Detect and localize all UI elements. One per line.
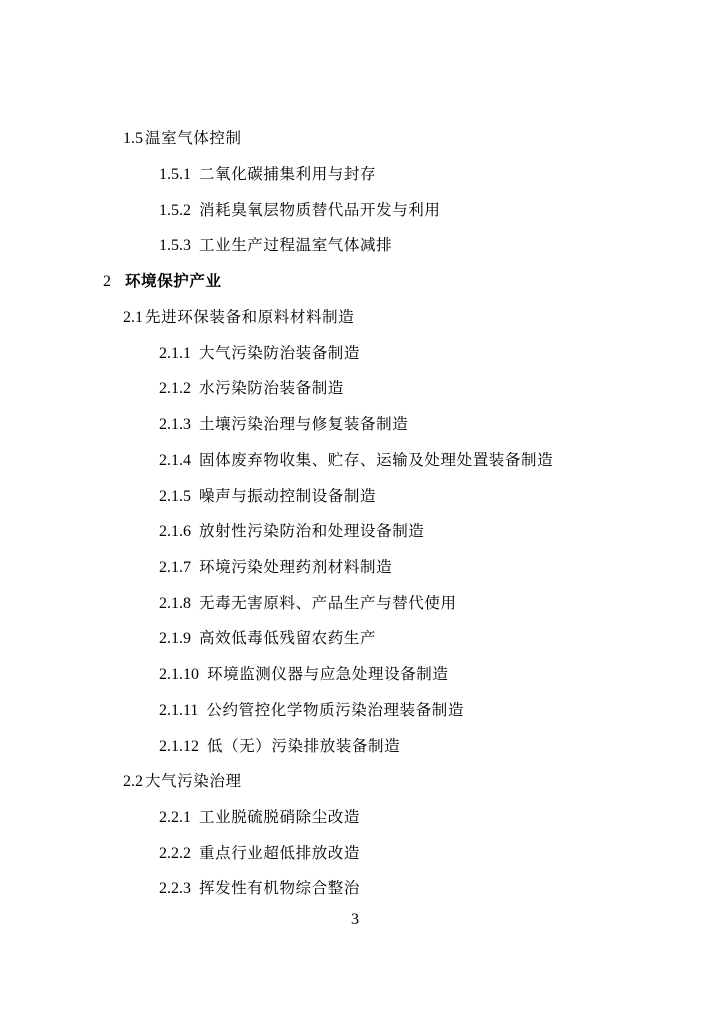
section-title: 固体废弃物收集、贮存、运输及处理处置装备制造 bbox=[199, 451, 554, 469]
toc-entry-2-1-5 bbox=[159, 486, 376, 507]
section-number: 2.1.9 bbox=[159, 630, 191, 647]
page-number: 3 bbox=[351, 911, 359, 928]
section-number: 2.1.11 bbox=[159, 702, 199, 719]
toc-entry-2-1-4 bbox=[159, 450, 553, 471]
section-title: 二氧化碳捕集利用与封存 bbox=[199, 165, 377, 183]
toc-entry-2-1-1 bbox=[159, 343, 360, 364]
toc-entry-2-1-11 bbox=[159, 700, 464, 721]
section-number: 1.5.3 bbox=[159, 237, 191, 254]
section-title: 挥发性有机物综合整治 bbox=[199, 879, 361, 897]
section-title: 温室气体控制 bbox=[145, 129, 242, 147]
section-number: 2.1.10 bbox=[159, 666, 199, 683]
toc-entry-2-1-2 bbox=[159, 378, 344, 399]
section-title: 环境污染处理药剂材料制造 bbox=[199, 558, 393, 576]
section-number: 2.2.3 bbox=[159, 880, 191, 897]
section-number: 2.1.2 bbox=[159, 380, 191, 397]
section-number: 1.5.2 bbox=[159, 202, 191, 219]
section-number: 2.1.6 bbox=[159, 523, 191, 540]
section-number: 2 bbox=[103, 273, 111, 290]
section-number: 2.1.8 bbox=[159, 595, 191, 612]
section-title: 土壤污染治理与修复装备制造 bbox=[199, 415, 409, 433]
section-title: 消耗臭氧层物质替代品开发与利用 bbox=[199, 201, 441, 219]
section-title: 环境监测仪器与应急处理设备制造 bbox=[207, 665, 449, 683]
section-number: 2.1.5 bbox=[159, 488, 191, 505]
toc-entry-2-1-8 bbox=[159, 593, 457, 614]
toc-entry-1-5 bbox=[123, 128, 242, 149]
toc-entry-2-2 bbox=[123, 771, 242, 792]
toc-entry-2-1 bbox=[123, 307, 354, 328]
toc-entry-1-5-1 bbox=[159, 164, 376, 185]
toc-entry-2-2-3 bbox=[159, 878, 360, 899]
section-title: 低（无）污染排放装备制造 bbox=[207, 737, 401, 755]
section-title: 先进环保装备和原料材料制造 bbox=[145, 308, 355, 326]
toc-entry-2-1-6 bbox=[159, 521, 424, 542]
section-title: 工业生产过程温室气体减排 bbox=[199, 236, 393, 254]
toc-entry-2-2-1 bbox=[159, 807, 360, 828]
section-number: 2.1.4 bbox=[159, 452, 191, 469]
section-title: 无毒无害原料、产品生产与替代使用 bbox=[199, 594, 457, 612]
toc-entry-2-1-3 bbox=[159, 414, 408, 435]
section-number: 2.1.12 bbox=[159, 738, 199, 755]
toc-entry-2-1-7 bbox=[159, 557, 392, 578]
toc-entry-1-5-3 bbox=[159, 235, 392, 256]
section-number: 2.2.2 bbox=[159, 845, 191, 862]
toc-entry-2-2-2 bbox=[159, 843, 360, 864]
section-title: 工业脱硫脱硝除尘改造 bbox=[199, 808, 361, 826]
section-title: 公约管控化学物质污染治理装备制造 bbox=[206, 701, 465, 719]
section-number: 1.5 bbox=[123, 130, 143, 147]
section-title: 环境保护产业 bbox=[125, 272, 222, 290]
section-number: 2.2 bbox=[123, 773, 143, 790]
section-title: 大气污染治理 bbox=[145, 772, 242, 790]
section-title: 高效低毒低残留农药生产 bbox=[199, 629, 377, 647]
toc-entry-2-1-10 bbox=[159, 664, 449, 685]
toc-entry-2-1-9 bbox=[159, 628, 376, 649]
toc-entry-1-5-2 bbox=[159, 200, 441, 221]
toc-entry-2-1-12 bbox=[159, 736, 400, 757]
section-title: 放射性污染防治和处理设备制造 bbox=[199, 522, 425, 540]
section-number: 2.1.3 bbox=[159, 416, 191, 433]
section-number: 1.5.1 bbox=[159, 166, 191, 183]
toc-entry-2 bbox=[103, 271, 222, 292]
section-number: 2.1 bbox=[123, 309, 143, 326]
section-title: 噪声与振动控制设备制造 bbox=[199, 487, 377, 505]
section-number: 2.2.1 bbox=[159, 809, 191, 826]
section-title: 水污染防治装备制造 bbox=[199, 379, 344, 397]
section-number: 2.1.1 bbox=[159, 345, 191, 362]
section-number: 2.1.7 bbox=[159, 559, 191, 576]
section-title: 大气污染防治装备制造 bbox=[199, 344, 361, 362]
section-title: 重点行业超低排放改造 bbox=[199, 844, 361, 862]
